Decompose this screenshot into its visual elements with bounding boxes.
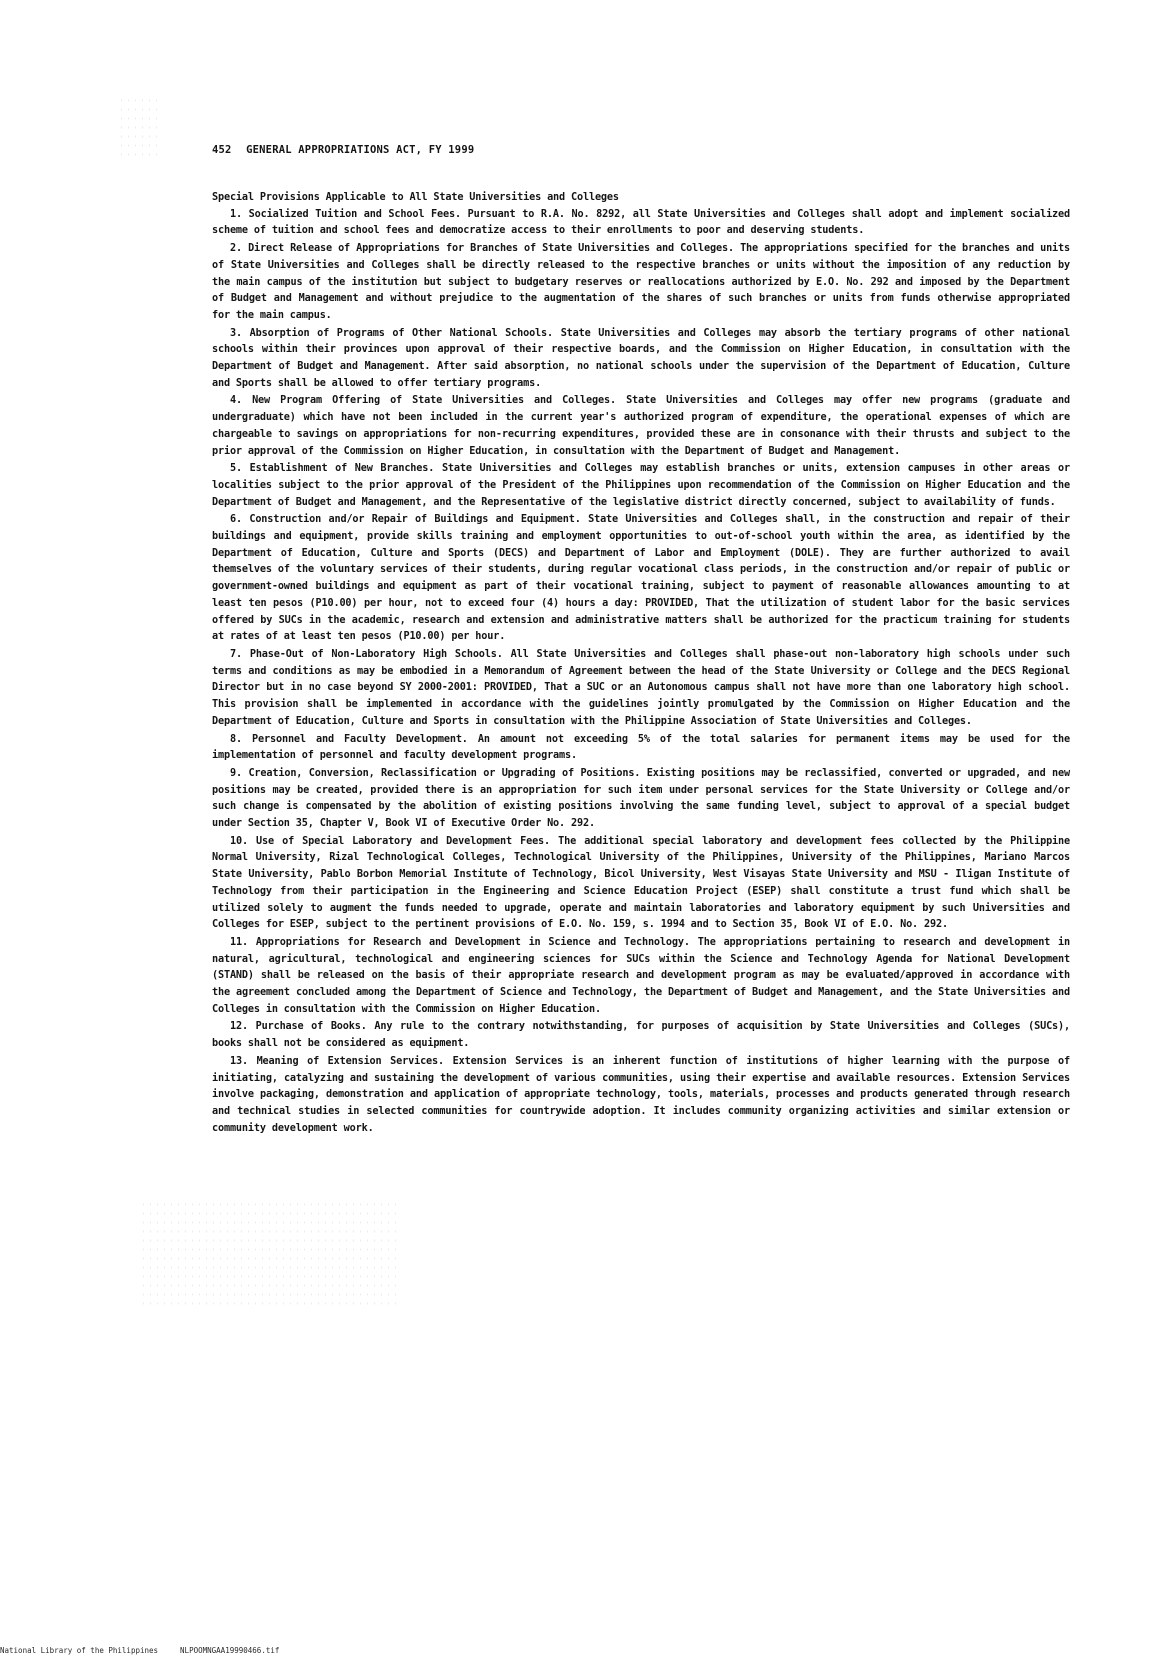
- footer-library: National Library of the Philippines: [0, 1646, 159, 1655]
- provision-10: [212, 834, 1070, 934]
- provision-text: An amount not exceeding 5% of the total salaries for permanent items may be used for the implementation of personnel and faculty development programs.: [212, 733, 1071, 762]
- provision-heading: 10. Use of Special Laboratory and Development Fees.: [230, 835, 551, 847]
- provision-1: [212, 207, 1070, 240]
- scan-noise-bottom-left: [140, 1200, 400, 1310]
- scan-noise-top-left: [118, 96, 158, 156]
- provision-heading: 4. New Program Offering of State Universities and Colleges.: [230, 395, 616, 407]
- provision-text: Pursuant to R.A. No. 8292, all State Universities and Colleges shall adopt and implement socialized scheme of tuition and school fees and democratize access to their enrollments to poor and deserving students.: [212, 208, 1071, 237]
- provision-text: The additional special laboratory and development fees collected by the Philippine Normal University, Rizal Technological Colleges, Technological University of the Philippines, University of the Philippines, Mariano Marcos State University, Pablo Borbon Memorial Institute of Technology, Bicol University, West Visayas State University and MSU - Iligan Institute of Technology from their participation in the Engineering and Science Education Project (ESEP) shall constitute a trust fund which shall be utilized solely to augment the funds needed to upgrade, operate and maintain laboratories and laboratory equipment by such Universities and Colleges for ESEP, subject to the pertinent provisions of E.O. No. 159, s. 1994 and to Section 35, Book VI of E.O. No. 292.: [212, 835, 1071, 931]
- provision-heading: 11. Appropriations for Research and Development in Science and Technology.: [230, 936, 690, 948]
- provision-text: State Universities and Colleges may absorb the tertiary programs of other national schools within their provinces upon approval of their respective boards, and the Commission on Higher Education, in consultation with the Department of Budget and Management. After said absorption, no national schools under the supervision of the Department of Education, Culture and Sports shall be allowed to offer tertiary programs.: [212, 327, 1071, 389]
- provision-text: State Universities and Colleges may establish branches or units, extension campuses in other areas or localities subject to the prior approval of the President of the Philippines upon recommendation of the Commission on Higher Education and the Department of Budget and Management, and the Representative of the legislative district directly concerned, subject to availability of funds.: [212, 463, 1071, 508]
- provision-13: [212, 1054, 1070, 1138]
- provision-heading: 3. Absorption of Programs of Other National Schools.: [230, 327, 554, 339]
- provision-12: [212, 1019, 1070, 1052]
- provision-text: The appropriations pertaining to research and development in natural, agricultural, technological and engineering sciences for SUCs within the Science and Technology Agenda for National Development (STAND) shall be released on the basis of their appropriate research and development program as may be evaluated/approved in accordance with the agreement concluded among the Department of Science and Technology, the Department of Budget and Management, and the State Universities and Colleges in consultation with the Commission on Higher Education.: [212, 936, 1071, 1015]
- provision-3: [212, 326, 1070, 393]
- provision-text: The appropriations specified for the branches and units of State Universities and Colleges shall be directly released to the respective branches or units without the imposition of any reduction by the main campus of the institution but subject to budgetary reserves or reallocations authorized by E.O. No. 292 and imposed by the Department of Budget and Management and without prejudice to the augmentation of the shares of such branches or units from funds otherwise appropriated for the main campus.: [212, 243, 1071, 321]
- provision-heading: 13. Meaning of Extension Services.: [230, 1055, 445, 1067]
- provision-text: Existing positions may be reclassified, converted or upgraded, and new positions may be created, provided there is an appropriation for such item under personal services for the State University or College and/or such change is compensated by the abolition of existing positions involving the same funding level, subject to approval of a special budget under Section 35, Chapter V, Book VI of Executive Order No. 292.: [212, 767, 1071, 830]
- provision-2: [212, 241, 1070, 325]
- provision-text: State Universities and Colleges shall, in the construction and repair of their buildings and equipment, provide skills training and employment opportunities to out-of-school youth within the area, as identified by the Department of Education, Culture and Sports (DECS) and Department of Labor and Employment (DOLE). They are further authorized to avail themselves of the voluntary services of their students, during regular vocational class periods, in the construction and/or repair of public or government-owned buildings and equipment as part of their vocational training, subject to payment of reasonable allowances amounting to at least ten pesos (P10.00) per hour, not to exceed four (4) hours a day: PROVIDED, That the utilization of student labor for the basic services offered by SUCs in the academic, research and extension and administrative matters shall be authorized for the practicum training for students at rates of at least ten pesos (P10.00) per hour.: [212, 514, 1071, 643]
- section-heading: Special Provisions Applicable to All State Universities and Colleges: [212, 192, 619, 203]
- provision-8: [212, 732, 1070, 765]
- page-number: 452: [212, 144, 232, 156]
- provision-heading: 6. Construction and/or Repair of Buildings and Equipment.: [230, 514, 581, 526]
- provision-text: All State Universities and Colleges shall phase-out non-laboratory high schools under such terms and conditions as may be embodied in a Memorandum of Agreement between the head of the State University or College and the DECS Regional Director but in no case beyond SY 2000-2001: PROVIDED, That a SUC or an Autonomous campus shall not have more than one laboratory high school. This provision shall be implemented in accordance with the guidelines jointly promulgated by the Commission on Higher Education and the Department of Education, Culture and Sports in consultation with the Philippine Association of State Universities and Colleges.: [212, 648, 1070, 727]
- provision-heading: 1. Socialized Tuition and School Fees.: [230, 208, 461, 220]
- provision-6: [212, 512, 1070, 646]
- footer-file-name: NLPOOMNGAA19990466.tif: [180, 1646, 280, 1655]
- provision-text: Extension Services is an inherent function of institutions of higher learning with the purpose of initiating, catalyzing and sustaining the development of various communities, using their expertise and available resources. Extension Services involve packaging, demonstration and application of appropriate technology, tools, materials, processes and products generated through research and technical studies in selected communities for countrywide adoption. It includes community organizing activities and similar extension or community development work.: [212, 1055, 1071, 1134]
- provision-heading: 8. Personnel and Faculty Development.: [230, 733, 468, 745]
- provision-text: Any rule to the contrary notwithstanding, for purposes of acquisition by State Universities and Colleges (SUCs), books shall not be considered as equipment.: [212, 1021, 1071, 1050]
- provision-heading: 9. Creation, Conversion, Reclassification or Upgrading of Positions.: [230, 767, 641, 779]
- page-footer: [0, 1646, 279, 1655]
- provision-4: [212, 393, 1070, 460]
- provision-heading: 5. Establishment of New Branches.: [230, 463, 435, 475]
- provision-7: [212, 647, 1070, 731]
- provision-9: [212, 766, 1070, 833]
- provision-5: [212, 461, 1070, 511]
- provision-text: State Universities and Colleges may offer new programs (graduate and undergraduate) which have not been included in the current year's authorized program of expenditure, the operational expenses of which are chargeable to savings on appropriations for non-recurring expenditures, provided these are in consonance with their thrusts and subject to the prior approval of the Commission on Higher Education, in consultation with the Department of Budget and Management.: [212, 395, 1071, 457]
- running-title: GENERAL APPROPRIATIONS ACT, FY 1999: [246, 144, 475, 156]
- provision-heading: 12. Purchase of Books.: [230, 1021, 367, 1033]
- page-header: [212, 144, 474, 156]
- provision-heading: 2. Direct Release of Appropriations for Branches of State Universities and Colleges.: [230, 243, 734, 255]
- provision-heading: 7. Phase-Out of Non-Laboratory High Schools.: [230, 648, 503, 660]
- provision-11: [212, 935, 1070, 1019]
- document-body: [212, 190, 1070, 1138]
